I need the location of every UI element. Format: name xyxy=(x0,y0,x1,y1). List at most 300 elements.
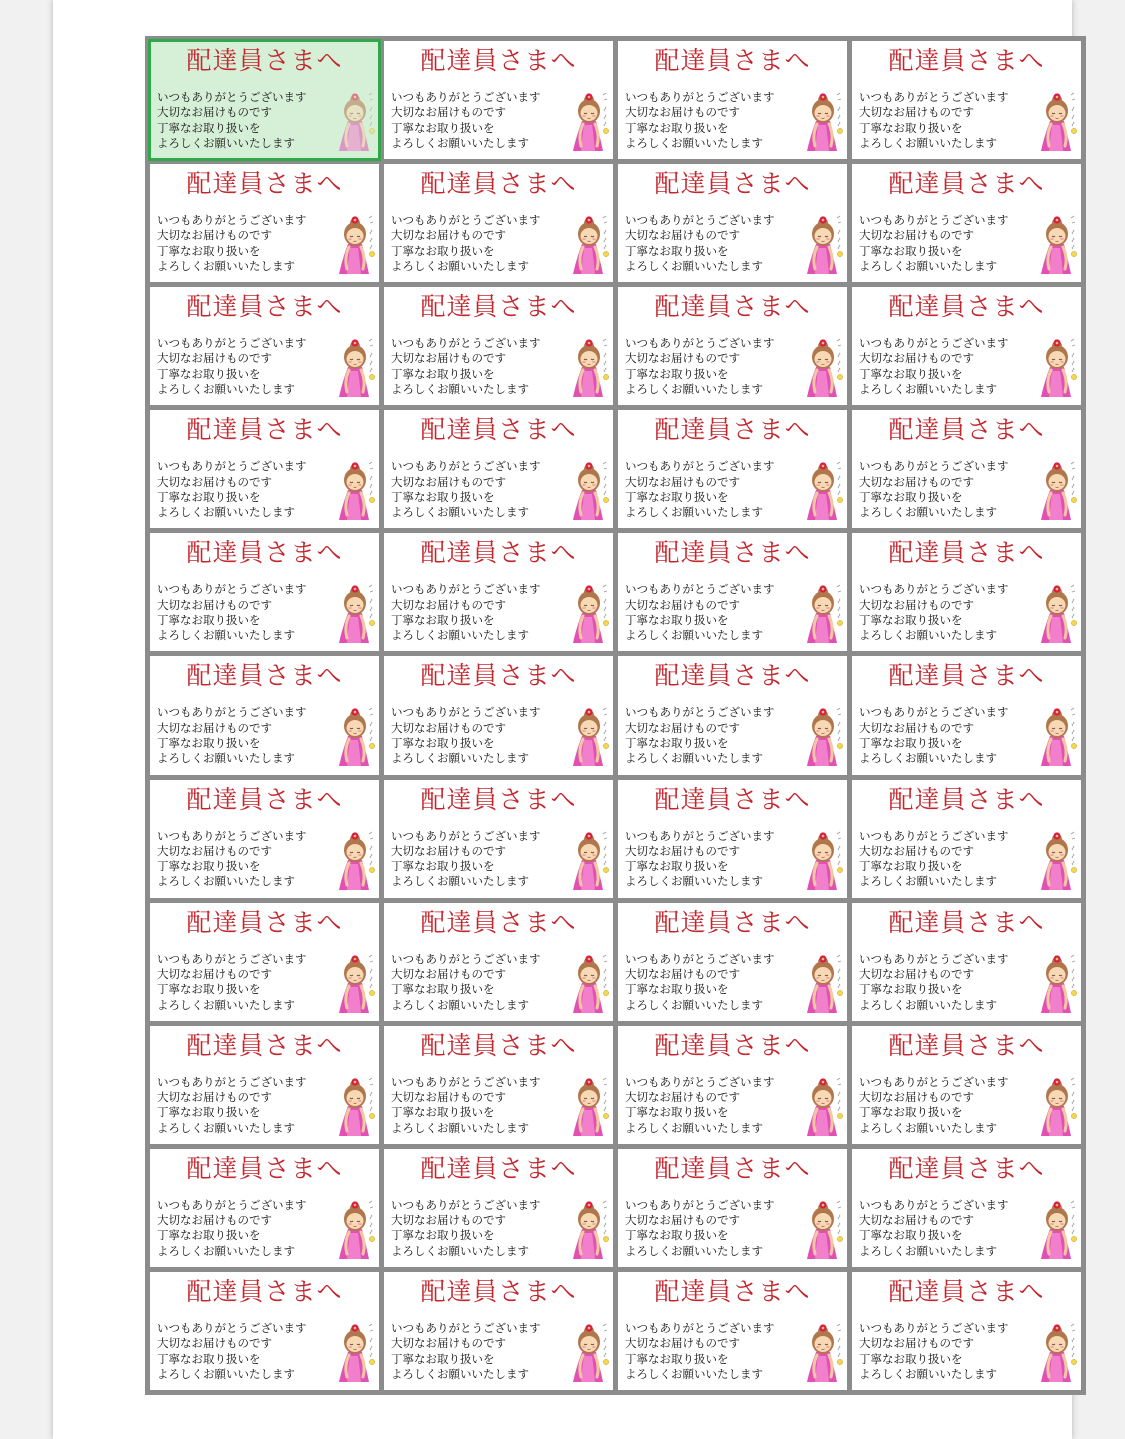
bowing-girl-icon xyxy=(804,460,844,522)
bowing-girl-icon xyxy=(570,460,610,522)
message-line-3: 丁寧なお取り扱いを xyxy=(859,612,963,627)
message-line-1: いつもありがとうございます xyxy=(859,336,1009,351)
label-message xyxy=(859,1321,1009,1382)
message-line-2: 大切なお届けものです xyxy=(625,1336,740,1351)
message-line-1: いつもありがとうございます xyxy=(391,951,541,966)
bowing-girl-icon xyxy=(336,953,376,1015)
message-line-1: いつもありがとうございます xyxy=(625,90,775,104)
message-line-4: よろしくお願いいたします xyxy=(157,1120,295,1135)
message-line-3: 丁寧なお取り扱いを xyxy=(625,1351,729,1366)
message-line-3: 丁寧なお取り扱いを xyxy=(157,366,261,381)
message-line-1: いつもありがとうございます xyxy=(391,1197,541,1212)
message-line-1: いつもありがとうございます xyxy=(625,1320,775,1335)
label-cell[interactable] xyxy=(150,533,379,651)
message-line-1: いつもありがとうございます xyxy=(391,213,541,228)
label-title: 配達員さまへ xyxy=(888,415,1045,445)
label-cell-selected[interactable] xyxy=(150,41,379,159)
label-cell[interactable] xyxy=(384,1026,613,1144)
message-line-3: 丁寧なお取り扱いを xyxy=(625,1105,729,1120)
message-line-3: 丁寧なお取り扱いを xyxy=(391,859,495,874)
label-title: 配達員さまへ xyxy=(186,415,343,445)
label-title: 配達員さまへ xyxy=(888,1153,1045,1183)
label-message xyxy=(391,90,541,151)
label-message xyxy=(625,952,775,1013)
label-title: 配達員さまへ xyxy=(654,1276,811,1306)
label-message xyxy=(391,213,541,274)
label-message xyxy=(157,90,307,151)
message-line-3: 丁寧なお取り扱いを xyxy=(859,120,963,135)
label-cell[interactable] xyxy=(150,410,379,528)
message-line-2: 大切なお届けものです xyxy=(859,1213,974,1228)
label-cell[interactable] xyxy=(618,410,847,528)
message-line-4: よろしくお願いいたします xyxy=(625,628,763,643)
bowing-girl-icon xyxy=(804,91,844,153)
label-title: 配達員さまへ xyxy=(888,538,1045,568)
message-line-3: 丁寧なお取り扱いを xyxy=(625,243,729,258)
message-line-2: 大切なお届けものです xyxy=(391,843,506,858)
label-message xyxy=(625,213,775,274)
message-line-1: いつもありがとうございます xyxy=(625,1197,775,1212)
message-line-1: いつもありがとうございます xyxy=(859,90,1009,104)
label-cell[interactable] xyxy=(852,41,1081,159)
label-cell[interactable] xyxy=(618,656,847,774)
message-line-4: よろしくお願いいたします xyxy=(157,628,295,643)
message-line-3: 丁寧なお取り扱いを xyxy=(625,1228,729,1243)
message-line-2: 大切なお届けものです xyxy=(391,597,506,612)
label-cell[interactable] xyxy=(150,287,379,405)
label-title: 配達員さまへ xyxy=(420,784,577,814)
label-cell[interactable] xyxy=(150,164,379,282)
label-title: 配達員さまへ xyxy=(420,415,577,445)
label-cell[interactable] xyxy=(384,780,613,898)
message-line-4: よろしくお願いいたします xyxy=(157,751,295,766)
message-line-4: よろしくお願いいたします xyxy=(391,874,529,889)
label-cell[interactable] xyxy=(150,903,379,1021)
message-line-1: いつもありがとうございます xyxy=(157,213,307,228)
message-line-1: いつもありがとうございます xyxy=(391,828,541,843)
label-title: 配達員さまへ xyxy=(420,538,577,568)
message-line-1: いつもありがとうございます xyxy=(391,582,541,597)
message-line-4: よろしくお願いいたします xyxy=(625,382,763,397)
bowing-girl-icon xyxy=(570,1199,610,1261)
bowing-girl-icon xyxy=(336,830,376,892)
message-line-3: 丁寧なお取り扱いを xyxy=(157,489,261,504)
label-message xyxy=(157,459,307,520)
bowing-girl-icon xyxy=(1038,91,1078,153)
label-message xyxy=(625,1075,775,1136)
message-line-1: いつもありがとうございます xyxy=(391,336,541,351)
message-line-4: よろしくお願いいたします xyxy=(625,135,763,150)
message-line-1: いつもありがとうございます xyxy=(157,1320,307,1335)
message-line-1: いつもありがとうございます xyxy=(859,828,1009,843)
message-line-2: 大切なお届けものです xyxy=(391,1213,506,1228)
message-line-1: いつもありがとうございます xyxy=(859,459,1009,474)
label-title: 配達員さまへ xyxy=(186,1153,343,1183)
message-line-4: よろしくお願いいたします xyxy=(391,751,529,766)
message-line-4: よろしくお願いいたします xyxy=(391,997,529,1012)
message-line-3: 丁寧なお取り扱いを xyxy=(391,1351,495,1366)
label-message xyxy=(625,1321,775,1382)
message-line-2: 大切なお届けものです xyxy=(625,720,740,735)
message-line-4: よろしくお願いいたします xyxy=(391,628,529,643)
label-message xyxy=(391,705,541,766)
label-cell[interactable] xyxy=(852,410,1081,528)
message-line-4: よろしくお願いいたします xyxy=(157,505,295,520)
label-title: 配達員さまへ xyxy=(654,661,811,691)
message-line-3: 丁寧なお取り扱いを xyxy=(391,982,495,997)
label-title: 配達員さまへ xyxy=(654,46,811,75)
message-line-2: 大切なお届けものです xyxy=(157,1090,272,1105)
message-line-1: いつもありがとうございます xyxy=(157,828,307,843)
message-line-3: 丁寧なお取り扱いを xyxy=(391,1105,495,1120)
message-line-3: 丁寧なお取り扱いを xyxy=(157,1228,261,1243)
label-cell[interactable] xyxy=(618,1026,847,1144)
message-line-3: 丁寧なお取り扱いを xyxy=(157,1351,261,1366)
message-line-1: いつもありがとうございます xyxy=(157,705,307,720)
message-line-1: いつもありがとうございます xyxy=(625,1074,775,1089)
label-message xyxy=(859,90,1009,151)
message-line-3: 丁寧なお取り扱いを xyxy=(391,366,495,381)
message-line-2: 大切なお届けものです xyxy=(157,351,272,366)
label-cell[interactable] xyxy=(618,164,847,282)
message-line-3: 丁寧なお取り扱いを xyxy=(625,859,729,874)
message-line-2: 大切なお届けものです xyxy=(625,105,740,120)
message-line-2: 大切なお届けものです xyxy=(859,1090,974,1105)
label-message xyxy=(859,582,1009,643)
label-cell[interactable] xyxy=(150,1026,379,1144)
label-cell[interactable] xyxy=(852,287,1081,405)
message-line-4: よろしくお願いいたします xyxy=(625,505,763,520)
label-message xyxy=(157,1198,307,1259)
label-message xyxy=(625,336,775,397)
label-title: 配達員さまへ xyxy=(654,415,811,445)
label-cell[interactable] xyxy=(150,656,379,774)
message-line-4: よろしくお願いいたします xyxy=(625,258,763,273)
label-message xyxy=(625,459,775,520)
bowing-girl-icon xyxy=(336,1322,376,1384)
label-cell[interactable] xyxy=(384,656,613,774)
message-line-2: 大切なお届けものです xyxy=(391,1090,506,1105)
message-line-4: よろしくお願いいたします xyxy=(859,505,997,520)
message-line-2: 大切なお届けものです xyxy=(859,105,974,120)
message-line-3: 丁寧なお取り扱いを xyxy=(157,120,261,135)
bowing-girl-icon xyxy=(1038,214,1078,276)
label-message xyxy=(157,705,307,766)
message-line-4: よろしくお願いいたします xyxy=(157,997,295,1012)
label-cell[interactable] xyxy=(150,780,379,898)
message-line-1: いつもありがとうございます xyxy=(625,951,775,966)
message-line-4: よろしくお願いいたします xyxy=(859,1366,997,1381)
label-message xyxy=(391,336,541,397)
message-line-3: 丁寧なお取り扱いを xyxy=(859,859,963,874)
message-line-4: よろしくお願いいたします xyxy=(625,1366,763,1381)
message-line-2: 大切なお届けものです xyxy=(625,1213,740,1228)
message-line-2: 大切なお届けものです xyxy=(625,597,740,612)
message-line-3: 丁寧なお取り扱いを xyxy=(157,859,261,874)
label-title: 配達員さまへ xyxy=(888,1030,1045,1060)
message-line-2: 大切なお届けものです xyxy=(157,1336,272,1351)
label-message xyxy=(391,1321,541,1382)
bowing-girl-icon xyxy=(804,337,844,399)
label-message xyxy=(157,952,307,1013)
label-message xyxy=(859,1075,1009,1136)
message-line-4: よろしくお願いいたします xyxy=(859,1120,997,1135)
label-cell[interactable] xyxy=(384,1272,613,1390)
message-line-4: よろしくお願いいたします xyxy=(859,1243,997,1258)
message-line-3: 丁寧なお取り扱いを xyxy=(859,1351,963,1366)
message-line-2: 大切なお届けものです xyxy=(157,228,272,243)
message-line-1: いつもありがとうございます xyxy=(157,336,307,351)
bowing-girl-icon xyxy=(1038,583,1078,645)
label-cell[interactable] xyxy=(384,164,613,282)
bowing-girl-icon xyxy=(336,214,376,276)
message-line-4: よろしくお願いいたします xyxy=(157,1243,295,1258)
message-line-1: いつもありがとうございます xyxy=(157,459,307,474)
label-cell[interactable] xyxy=(618,1272,847,1390)
label-title: 配達員さまへ xyxy=(888,907,1045,937)
message-line-1: いつもありがとうございます xyxy=(625,459,775,474)
message-line-1: いつもありがとうございます xyxy=(157,1074,307,1089)
bowing-girl-icon xyxy=(570,1322,610,1384)
bowing-girl-icon xyxy=(570,830,610,892)
message-line-2: 大切なお届けものです xyxy=(625,843,740,858)
message-line-1: いつもありがとうございます xyxy=(157,582,307,597)
message-line-2: 大切なお届けものです xyxy=(391,474,506,489)
message-line-3: 丁寧なお取り扱いを xyxy=(391,243,495,258)
message-line-4: よろしくお願いいたします xyxy=(859,258,997,273)
label-title: 配達員さまへ xyxy=(186,538,343,568)
label-cell[interactable] xyxy=(852,533,1081,651)
label-title: 配達員さまへ xyxy=(654,907,811,937)
label-message xyxy=(859,459,1009,520)
label-message xyxy=(391,459,541,520)
message-line-4: よろしくお願いいたします xyxy=(391,1366,529,1381)
bowing-girl-icon xyxy=(1038,1322,1078,1384)
message-line-4: よろしくお願いいたします xyxy=(859,997,997,1012)
message-line-2: 大切なお届けものです xyxy=(391,720,506,735)
label-cell[interactable] xyxy=(852,164,1081,282)
label-message xyxy=(391,952,541,1013)
message-line-1: いつもありがとうございます xyxy=(391,459,541,474)
message-line-1: いつもありがとうございます xyxy=(859,213,1009,228)
message-line-2: 大切なお届けものです xyxy=(391,105,506,120)
message-line-4: よろしくお願いいたします xyxy=(391,505,529,520)
label-cell[interactable] xyxy=(852,903,1081,1021)
message-line-2: 大切なお届けものです xyxy=(157,597,272,612)
message-line-1: いつもありがとうございます xyxy=(625,582,775,597)
message-line-3: 丁寧なお取り扱いを xyxy=(859,489,963,504)
message-line-2: 大切なお届けものです xyxy=(859,966,974,981)
label-title: 配達員さまへ xyxy=(888,292,1045,322)
message-line-3: 丁寧なお取り扱いを xyxy=(859,1105,963,1120)
bowing-girl-icon xyxy=(804,1076,844,1138)
bowing-girl-icon xyxy=(570,583,610,645)
label-cell[interactable] xyxy=(384,903,613,1021)
label-cell[interactable] xyxy=(150,1272,379,1390)
label-cell[interactable] xyxy=(384,41,613,159)
label-message xyxy=(157,1075,307,1136)
label-message xyxy=(859,213,1009,274)
message-line-2: 大切なお届けものです xyxy=(859,843,974,858)
message-line-3: 丁寧なお取り扱いを xyxy=(859,982,963,997)
message-line-2: 大切なお届けものです xyxy=(859,720,974,735)
label-title: 配達員さまへ xyxy=(420,292,577,322)
label-cell[interactable] xyxy=(852,1026,1081,1144)
message-line-4: よろしくお願いいたします xyxy=(859,382,997,397)
label-title: 配達員さまへ xyxy=(420,907,577,937)
label-message xyxy=(391,829,541,890)
label-title: 配達員さまへ xyxy=(186,907,343,937)
bowing-girl-icon xyxy=(570,337,610,399)
bowing-girl-icon xyxy=(804,583,844,645)
label-message xyxy=(157,1321,307,1382)
bowing-girl-icon xyxy=(336,1199,376,1261)
label-cell[interactable] xyxy=(618,780,847,898)
label-cell[interactable] xyxy=(852,1272,1081,1390)
bowing-girl-icon xyxy=(1038,706,1078,768)
message-line-1: いつもありがとうございます xyxy=(859,705,1009,720)
label-cell[interactable] xyxy=(618,41,847,159)
message-line-3: 丁寧なお取り扱いを xyxy=(625,612,729,627)
bowing-girl-icon xyxy=(1038,460,1078,522)
bowing-girl-icon xyxy=(1038,337,1078,399)
label-title: 配達員さまへ xyxy=(186,292,343,322)
label-title: 配達員さまへ xyxy=(888,784,1045,814)
message-line-3: 丁寧なお取り扱いを xyxy=(391,1228,495,1243)
message-line-4: よろしくお願いいたします xyxy=(157,258,295,273)
message-line-2: 大切なお届けものです xyxy=(859,228,974,243)
message-line-4: よろしくお願いいたします xyxy=(625,997,763,1012)
message-line-3: 丁寧なお取り扱いを xyxy=(625,366,729,381)
message-line-1: いつもありがとうございます xyxy=(859,1197,1009,1212)
message-line-1: いつもありがとうございます xyxy=(391,705,541,720)
message-line-1: いつもありがとうございます xyxy=(157,90,307,104)
message-line-2: 大切なお届けものです xyxy=(625,1090,740,1105)
message-line-3: 丁寧なお取り扱いを xyxy=(157,982,261,997)
message-line-4: よろしくお願いいたします xyxy=(157,874,295,889)
label-title: 配達員さまへ xyxy=(654,1030,811,1060)
message-line-2: 大切なお届けものです xyxy=(391,351,506,366)
bowing-girl-icon xyxy=(336,460,376,522)
message-line-3: 丁寧なお取り扱いを xyxy=(391,612,495,627)
message-line-4: よろしくお願いいたします xyxy=(859,874,997,889)
label-cell[interactable] xyxy=(618,287,847,405)
message-line-2: 大切なお届けものです xyxy=(859,351,974,366)
bowing-girl-icon xyxy=(804,214,844,276)
message-line-2: 大切なお届けものです xyxy=(157,720,272,735)
message-line-2: 大切なお届けものです xyxy=(391,1336,506,1351)
bowing-girl-icon xyxy=(1038,1076,1078,1138)
message-line-2: 大切なお届けものです xyxy=(625,966,740,981)
bowing-girl-icon xyxy=(804,953,844,1015)
label-cell[interactable] xyxy=(852,1149,1081,1267)
message-line-1: いつもありがとうございます xyxy=(391,1320,541,1335)
label-title: 配達員さまへ xyxy=(888,1276,1045,1306)
label-title: 配達員さまへ xyxy=(186,784,343,814)
message-line-1: いつもありがとうございます xyxy=(859,1320,1009,1335)
label-cell[interactable] xyxy=(384,1149,613,1267)
message-line-4: よろしくお願いいたします xyxy=(859,628,997,643)
label-title: 配達員さまへ xyxy=(186,1276,343,1306)
label-message xyxy=(859,705,1009,766)
label-cell[interactable] xyxy=(618,1149,847,1267)
bowing-girl-icon xyxy=(570,1076,610,1138)
message-line-1: いつもありがとうございます xyxy=(625,336,775,351)
bowing-girl-icon xyxy=(1038,953,1078,1015)
message-line-2: 大切なお届けものです xyxy=(391,966,506,981)
bowing-girl-icon xyxy=(336,337,376,399)
message-line-3: 丁寧なお取り扱いを xyxy=(157,1105,261,1120)
message-line-2: 大切なお届けものです xyxy=(859,1336,974,1351)
message-line-2: 大切なお届けものです xyxy=(157,105,272,120)
message-line-2: 大切なお届けものです xyxy=(157,843,272,858)
label-title: 配達員さまへ xyxy=(420,1030,577,1060)
label-title: 配達員さまへ xyxy=(888,46,1045,75)
message-line-4: よろしくお願いいたします xyxy=(157,382,295,397)
message-line-2: 大切なお届けものです xyxy=(625,351,740,366)
message-line-1: いつもありがとうございます xyxy=(625,213,775,228)
label-message xyxy=(625,582,775,643)
message-line-2: 大切なお届けものです xyxy=(157,474,272,489)
label-message xyxy=(625,90,775,151)
label-cell[interactable] xyxy=(150,1149,379,1267)
message-line-1: いつもありがとうございます xyxy=(859,951,1009,966)
message-line-3: 丁寧なお取り扱いを xyxy=(625,736,729,751)
label-title: 配達員さまへ xyxy=(186,661,343,691)
message-line-4: よろしくお願いいたします xyxy=(625,1243,763,1258)
label-title: 配達員さまへ xyxy=(420,661,577,691)
label-cell[interactable] xyxy=(852,656,1081,774)
bowing-girl-icon xyxy=(336,706,376,768)
label-cell[interactable] xyxy=(384,287,613,405)
label-message xyxy=(859,829,1009,890)
label-title: 配達員さまへ xyxy=(654,292,811,322)
label-message xyxy=(391,1198,541,1259)
label-title: 配達員さまへ xyxy=(420,1276,577,1306)
label-title: 配達員さまへ xyxy=(888,661,1045,691)
label-cell[interactable] xyxy=(384,410,613,528)
message-line-3: 丁寧なお取り扱いを xyxy=(859,736,963,751)
label-message xyxy=(625,1198,775,1259)
bowing-girl-icon xyxy=(570,953,610,1015)
bowing-girl-icon xyxy=(1038,830,1078,892)
label-cell[interactable] xyxy=(618,903,847,1021)
bowing-girl-icon xyxy=(804,830,844,892)
message-line-1: いつもありがとうございます xyxy=(625,705,775,720)
message-line-3: 丁寧なお取り扱いを xyxy=(391,120,495,135)
message-line-4: よろしくお願いいたします xyxy=(391,258,529,273)
bowing-girl-icon xyxy=(804,1322,844,1384)
page xyxy=(53,0,1072,1439)
label-cell[interactable] xyxy=(852,780,1081,898)
message-line-1: いつもありがとうございます xyxy=(391,90,541,104)
label-title: 配達員さまへ xyxy=(186,46,343,75)
label-message xyxy=(859,952,1009,1013)
bowing-girl-icon xyxy=(570,214,610,276)
message-line-2: 大切なお届けものです xyxy=(391,228,506,243)
message-line-1: いつもありがとうございます xyxy=(625,828,775,843)
message-line-2: 大切なお届けものです xyxy=(625,474,740,489)
message-line-4: よろしくお願いいたします xyxy=(391,1120,529,1135)
label-cell[interactable] xyxy=(384,533,613,651)
bowing-girl-icon xyxy=(336,1076,376,1138)
label-cell[interactable] xyxy=(618,533,847,651)
message-line-1: いつもありがとうございます xyxy=(859,1074,1009,1089)
label-message xyxy=(157,213,307,274)
message-line-4: よろしくお願いいたします xyxy=(391,382,529,397)
bowing-girl-icon xyxy=(570,91,610,153)
label-title: 配達員さまへ xyxy=(888,169,1045,199)
